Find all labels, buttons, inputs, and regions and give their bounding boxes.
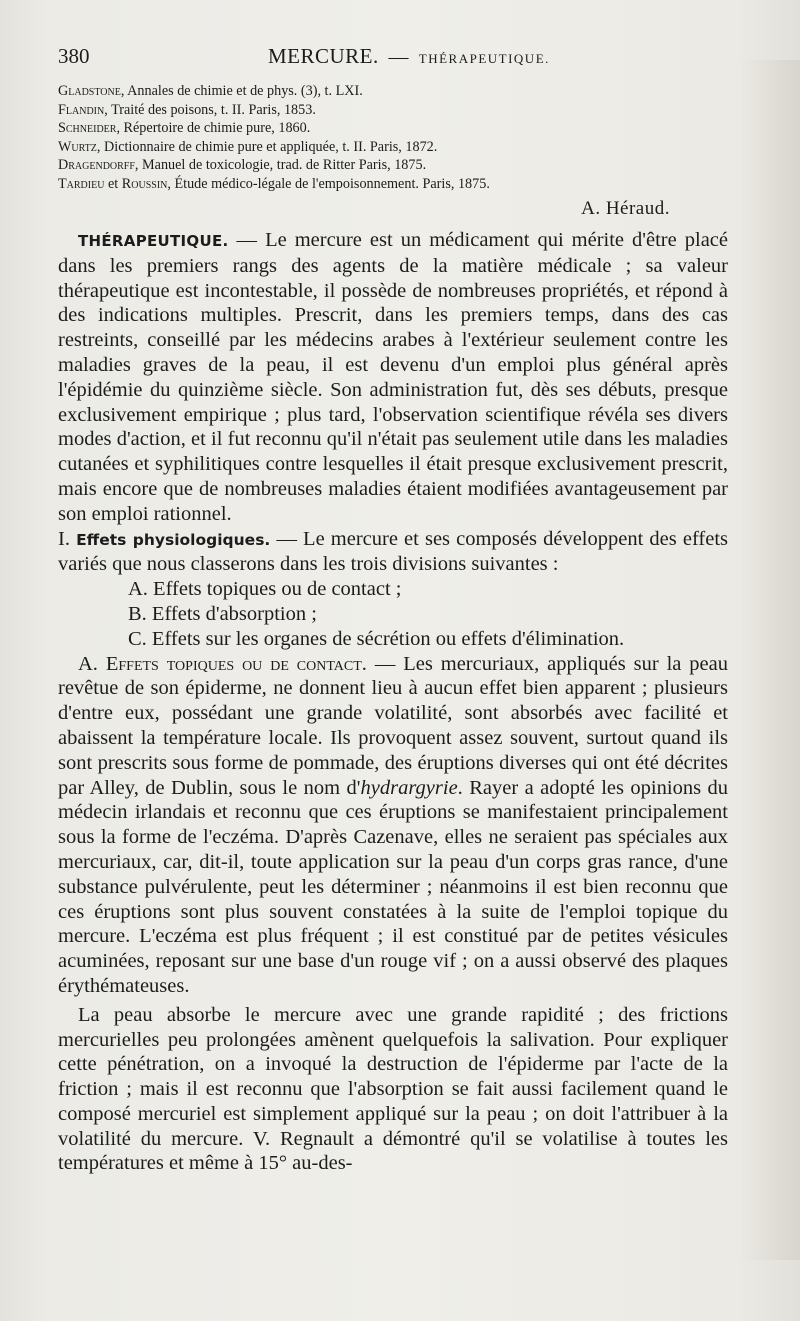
reference-item bbox=[58, 82, 738, 101]
ref-author: Flandin, bbox=[58, 101, 108, 118]
partA-term: hydrargyrie bbox=[360, 776, 458, 799]
ref-text: Annales de chimie et de phys. (3), t. LXI. bbox=[127, 83, 363, 99]
ref-text: Étude médico-légale de l'empoisonnement. Paris, 1875. bbox=[174, 175, 490, 192]
intro-paragraph bbox=[58, 228, 728, 527]
list-item: C. Effets sur les organes de sécrétion ou effets d'élimination. bbox=[128, 627, 625, 650]
header-title-main: MERCURE. bbox=[268, 44, 379, 68]
page-edge-shadow bbox=[740, 60, 800, 1260]
ref-text: Traité des poisons, t. II. Paris, 1853. bbox=[111, 101, 316, 118]
absorption-paragraph: La peau absorbe le mercure avec une grande rapidité ; des frictions mercurielles peu prolongées amènent quelquefois la salivation. Pour expliquer cette pénétration, on a invoqué la destruction de l'épiderme par l'acte de la friction ; mais il est reconnu que l'absorption se fait aussi facilement quand le composé mercuriel est simplement appliqué sur la peau ; on doit l'attribuer à la volatilité du mercure. V. Regnault a démontré qu'il se volatilise à toutes les températures et même à 15° au-des- bbox=[58, 1003, 728, 1175]
page-number: 380 bbox=[58, 44, 90, 68]
ref-conjunction: et bbox=[108, 175, 119, 192]
partA-paragraph bbox=[58, 652, 728, 999]
intro-text: — Le mercure est un médicament qui mérite d'être placé dans les premiers rangs des agents de la matière médicale ; sa valeur thérapeutique est incontestable, il possède de nombreuses propriétés, et répond à des indications multiples. Prescrit, dans les premiers temps, dans des cas restreints, conseillé par les médecins arabes à l'extérieur seulement contre les maladies graves de la peau, il est devenu d'un emploi plus général après l'épidémie du quinzième siècle. Son administration fut, dès ses débuts, presque exclusivement empirique ; plus tard, l'observation scientifique révéla ses divers modes d'action, et il fut reconnu qu'il n'était pas seulement utile dans les maladies cutanées et syphilitiques contre lesquelles il était presque exclusivement prescrit, mais encore que de nombreuses maladies étaient modifiées avantageusement par son emploi rationnel. bbox=[58, 229, 728, 525]
header-subtitle: THÉRAPEUTIQUE. bbox=[418, 51, 550, 66]
ref-text: Répertoire de chimie pure, 1860. bbox=[123, 120, 311, 137]
ref-author: Dragendorff, bbox=[58, 157, 139, 174]
ref-text: Manuel de toxicologie, trad. de Ritter Paris, 1875. bbox=[142, 157, 427, 174]
partA-text-1: — Les mercuriaux, appliqués sur la peau revêtue de son épiderme, ne donnent lieu à aucun effet bien apparent ; plusieurs d'entre eux, possédant une grande volatilité, sont absorbés avec facilité et abaissent la température locale. Ils provoquent assez souvent, surtout quand ils sont prescrits sous forme de pommade, des éruptions diverses qui ont été décrites par Alley, de Dublin, sous le nom d' bbox=[58, 652, 728, 799]
partA-heading: A. Effets topiques ou de contact. bbox=[78, 652, 367, 675]
part1-text: — Le mercure et ses composés développent des effets variés que nous classerons dans les trois divisions suivantes : bbox=[58, 527, 729, 576]
partA-text-2: . Rayer a adopté les opinions du médecin irlandais et reconnu que ces éruptions se manifestaient principalement sous la forme de l'eczéma. D'après Cazenave, elles ne seraient pas spéciales aux mercuriaux, car, dit-il, toute application sur la peau d'un corps gras rance, d'une substance pulvérulente, peut les déterminer ; néanmoins il est bien reconnu que ces éruptions sont plus souvent constatées à la suite de l'emploi topique du mercure. L'eczéma est plus fréquent ; il est constitué par de petites vésicules acuminées, reposant sur une base d'un rouge vif ; on a aussi observé des plaques érythémateuses. bbox=[58, 776, 728, 997]
running-header bbox=[58, 44, 728, 74]
body-text bbox=[58, 228, 728, 1176]
ref-author: Tardieu bbox=[58, 175, 105, 192]
bibliography bbox=[58, 82, 738, 194]
ref-author-2: Roussin, bbox=[121, 175, 171, 192]
ref-author: Schneider, bbox=[58, 120, 120, 137]
list-item: B. Effets d'absorption ; bbox=[128, 602, 317, 625]
header-dash: — bbox=[388, 46, 410, 68]
section-heading: THÉRAPEUTIQUE. bbox=[78, 232, 229, 250]
reference-item bbox=[58, 138, 738, 157]
part1-numeral: I. bbox=[58, 527, 70, 550]
ref-text: Dictionnaire de chimie pure et appliquée, t. II. Paris, 1872. bbox=[104, 138, 438, 155]
list-item: A. Effets topiques ou de contact ; bbox=[128, 578, 402, 601]
ref-author: Wurtz, bbox=[58, 138, 101, 155]
reference-item bbox=[58, 101, 738, 120]
reference-item bbox=[58, 156, 738, 175]
article-signature: A. Héraud. bbox=[581, 198, 670, 219]
reference-item bbox=[58, 119, 738, 138]
part1-heading: Effets physiologiques. bbox=[76, 530, 271, 549]
header-title bbox=[268, 44, 550, 69]
ref-author: Gladstone, bbox=[58, 83, 125, 99]
reference-item bbox=[58, 175, 738, 194]
part1-paragraph bbox=[58, 527, 728, 578]
